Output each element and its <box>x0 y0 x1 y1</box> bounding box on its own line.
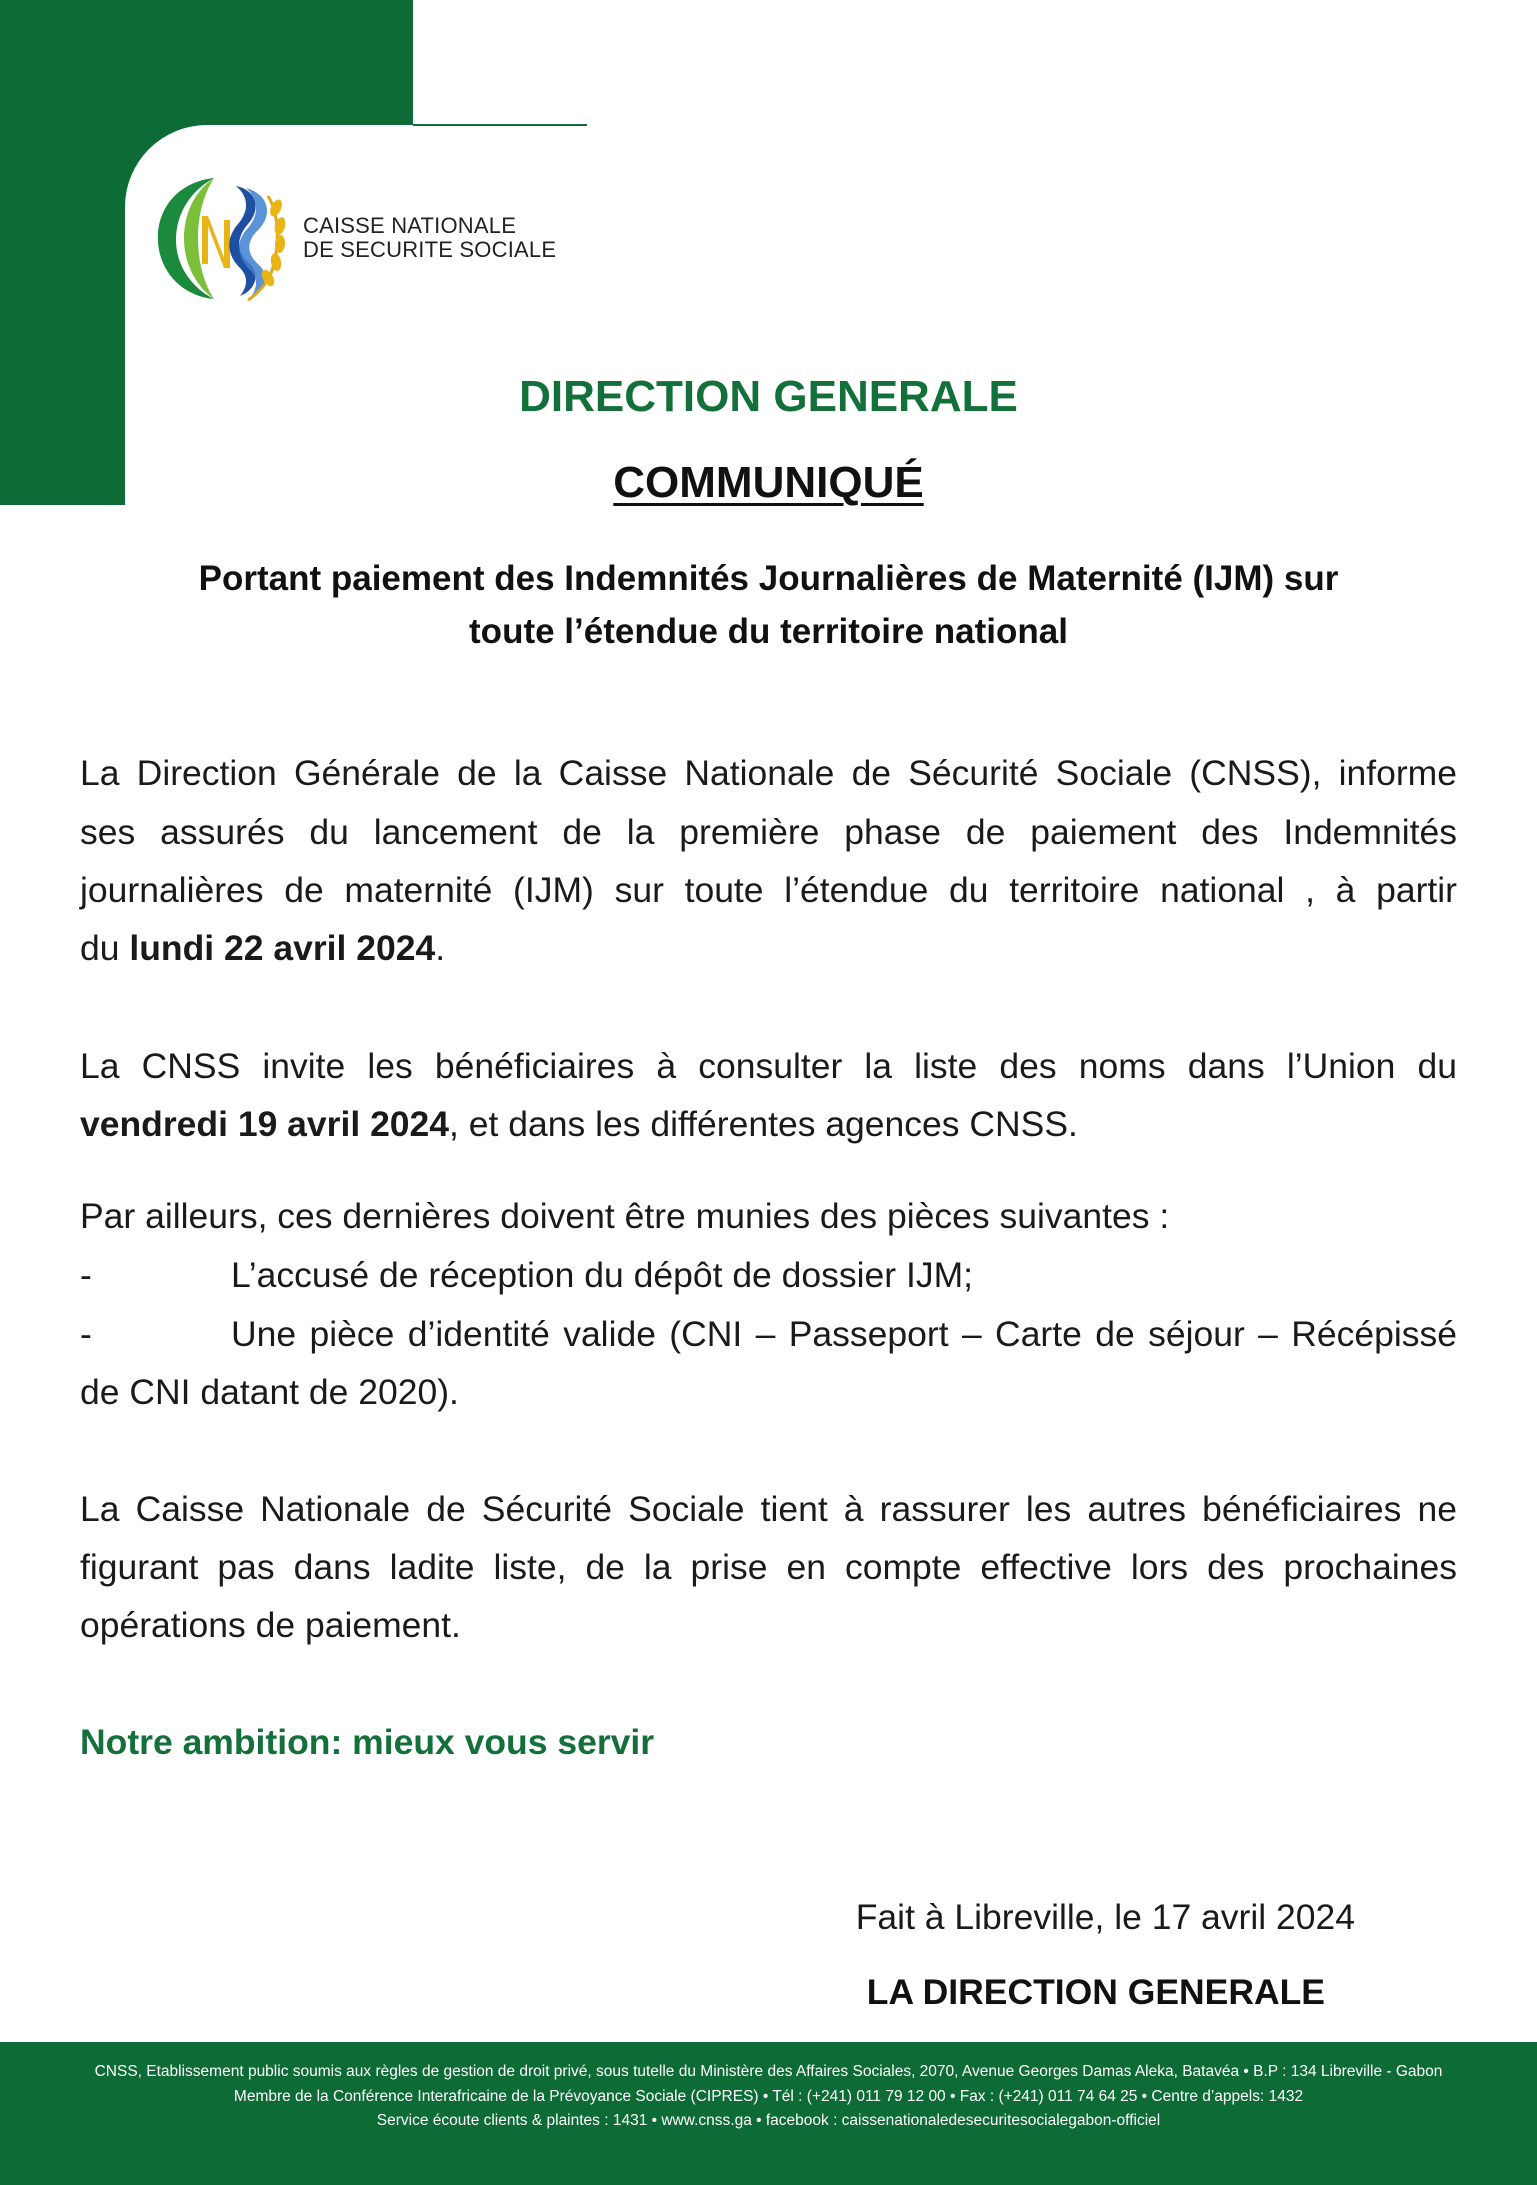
p3-continuation: de CNI datant de 2020). <box>80 1372 459 1412</box>
p3-intro: Par ailleurs, ces dernières doivent être munies des pièces suivantes : <box>80 1196 1170 1236</box>
start-date: lundi 22 avril 2024 <box>129 928 436 968</box>
p4-line-3: opérations de paiement. <box>80 1605 461 1645</box>
org-name-line1: CAISSE NATIONALE <box>303 213 517 238</box>
organization-name <box>303 214 556 262</box>
cnss-logo-icon <box>152 168 292 308</box>
list-item-text: Une pièce d’identité valide (CNI – Passeport – Carte de séjour – Récépissé <box>231 1314 1457 1354</box>
p1-line-4 <box>80 926 1457 970</box>
footer-line-2: Membre de la Conférence Interafricaine de la Prévoyance Sociale (CIPRES) • Tél : (+241) 011 79 12 00 • Fax : (+241) 011 74 64 25 • Centre d’appels: 1432 <box>233 2088 1304 2105</box>
list-dash: - <box>80 1314 92 1354</box>
list-publication-date: vendredi 19 avril 2024 <box>80 1104 450 1144</box>
direction-title: DIRECTION GENERALE <box>519 372 1018 421</box>
footer-line-1: CNSS, Etablissement public soumis aux règles de gestion de droit privé, sous tutelle du Ministère des Affaires Sociales, 2070, Avenue Georges Damas Aleka, Batavéa • B.P : 134 Libreville - Gabon <box>94 2063 1443 2080</box>
p2-line-2 <box>80 1102 1457 1146</box>
subject-line-2: toute l’étendue du territoire national <box>469 612 1068 651</box>
p2-line-1: La CNSS invite les bénéficiaires à consulter la liste des noms dans l’Union du <box>80 1046 1457 1086</box>
place-date: Fait à Libreville, le 17 avril 2024 <box>855 1897 1355 1937</box>
slogan: Notre ambition: mieux vous servir <box>80 1722 655 1762</box>
document-type-text: COMMUNIQUÉ <box>613 458 924 507</box>
footer-band <box>0 2042 1537 2185</box>
list-item-text: L’accusé de réception du dépôt de dossier IJM; <box>231 1255 974 1295</box>
p1-line-4-pre: du <box>80 928 130 968</box>
org-name-line2: DE SECURITE SOCIALE <box>303 237 557 262</box>
p1-line-3: journalières de maternité (IJM) sur toute l’étendue du territoire national , à partir <box>80 870 1457 910</box>
p1-line-2: ses assurés du lancement de la première phase de paiement des Indemnités <box>80 812 1457 852</box>
subject-line-1: Portant paiement des Indemnités Journalières de Maternité (IJM) sur <box>198 559 1339 598</box>
list-dash: - <box>80 1255 92 1295</box>
signature: LA DIRECTION GENERALE <box>866 1972 1325 2012</box>
p4-line-1: La Caisse Nationale de Sécurité Sociale tient à rassurer les autres bénéficiaires ne <box>80 1489 1457 1529</box>
p1-line-4-post: . <box>435 928 446 968</box>
footer-line-3: Service écoute clients & plaintes : 1431 • www.cnss.ga • facebook : caissenationaledesecuritesocialegabon-officiel <box>376 2112 1161 2129</box>
p4-line-2: figurant pas dans ladite liste, de la prise en compte effective lors des prochaines <box>80 1547 1457 1587</box>
header-rule <box>413 124 587 126</box>
document-type <box>0 458 1537 508</box>
p2-line-2-post: , et dans les différentes agences CNSS. <box>449 1104 1078 1144</box>
p1-line-1: La Direction Générale de la Caisse Nationale de Sécurité Sociale (CNSS), informe <box>80 753 1457 793</box>
